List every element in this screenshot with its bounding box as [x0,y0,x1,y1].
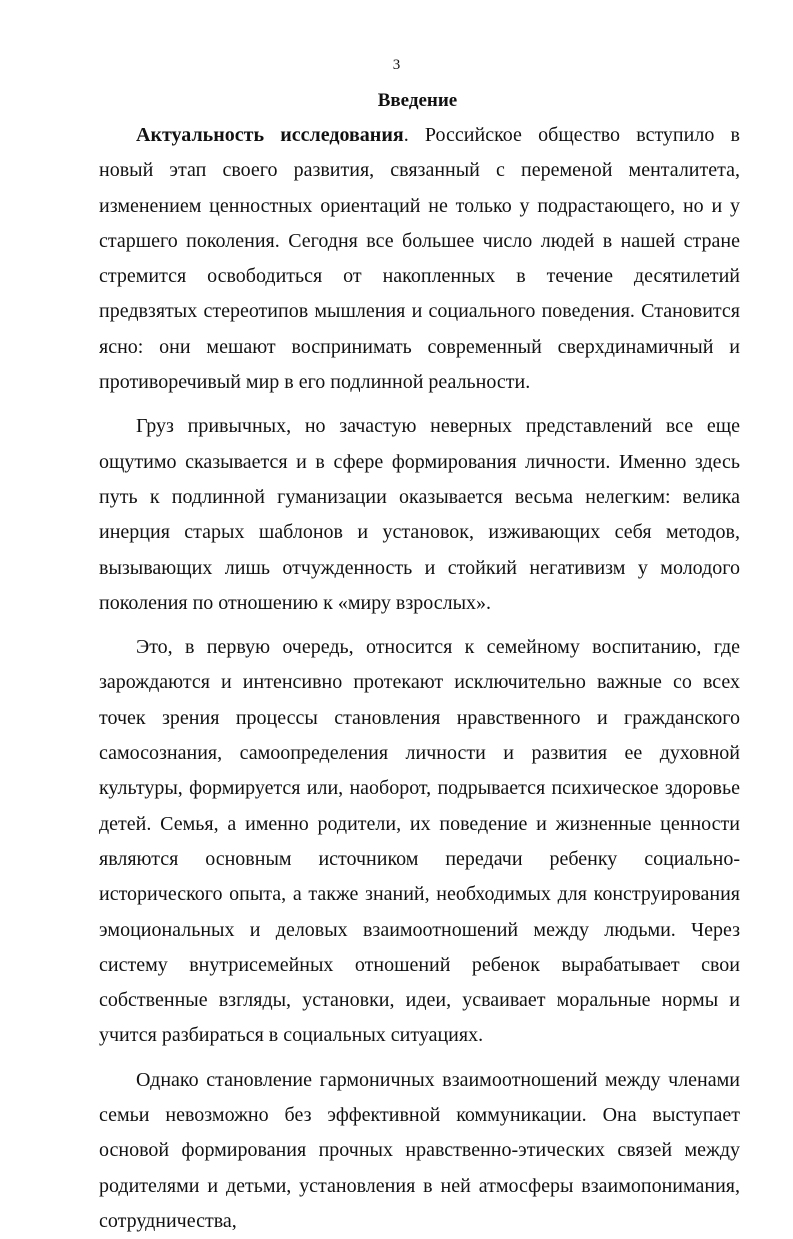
paragraph-relevance [99,118,740,400]
body-text [99,118,740,1239]
paragraph-text: . Российское общество вступило в новый этап своего развития, связанный с переменой менталитета, изменением ценностных ориентаций не только у подрастающего, но и у старшего поколения. Сегодня все большее число людей в нашей стране стремится освободиться от накопленных в течение десятилетий предвзятых стереотипов мышления и социального поведения. Становится ясно: они мешают воспринимать современный сверхдинамичный и противоречивый мир в его подлинной реальности. [99,124,741,394]
relevance-heading: Актуальность исследования [136,124,404,146]
section-title: Введение [377,90,458,111]
paragraph: Это, в первую очередь, относится к семейному воспитанию, где зарождаются и интенсивно протекают исключительно важные со всех точек зрения процессы становления нравственного и гражданского самосознания, самоопределения личности и развития ее духовной культуры, формируется или, наоборот, подрывается психическое здоровье детей. Семья, а именно родители, их поведение и жизненные ценности являются основным источником передачи ребенку социально-исторического опыта, а также знаний, необходимых для конструирования эмоциональных и деловых взаимоотношений между людьми. Через систему внутрисемейных отношений ребенок вырабатывает свои собственные взгляды, установки, идеи, усваивает моральные нормы и учится разбираться в социальных ситуациях. [99,636,740,1047]
paragraph: Груз привычных, но зачастую неверных представлений все еще ощутимо сказывается и в сфере формирования личности. Именно здесь путь к подлинной гуманизации оказывается весьма нелегким: велика инерция старых шаблонов и установок, изживающих себя методов, вызывающих лишь отчужденность и стойкий негативизм у молодого поколения по отношению к «миру взрослых». [99,415,740,614]
paragraph: Однако становление гармоничных взаимоотношений между членами семьи невозможно без эффективной коммуникации. Она выступает основой формирования прочных нравственно-этических связей между родителями и детьми, установления в ней атмосферы взаимопонимания, сотрудничества, [99,1068,740,1232]
page-number: 3 [392,57,401,73]
